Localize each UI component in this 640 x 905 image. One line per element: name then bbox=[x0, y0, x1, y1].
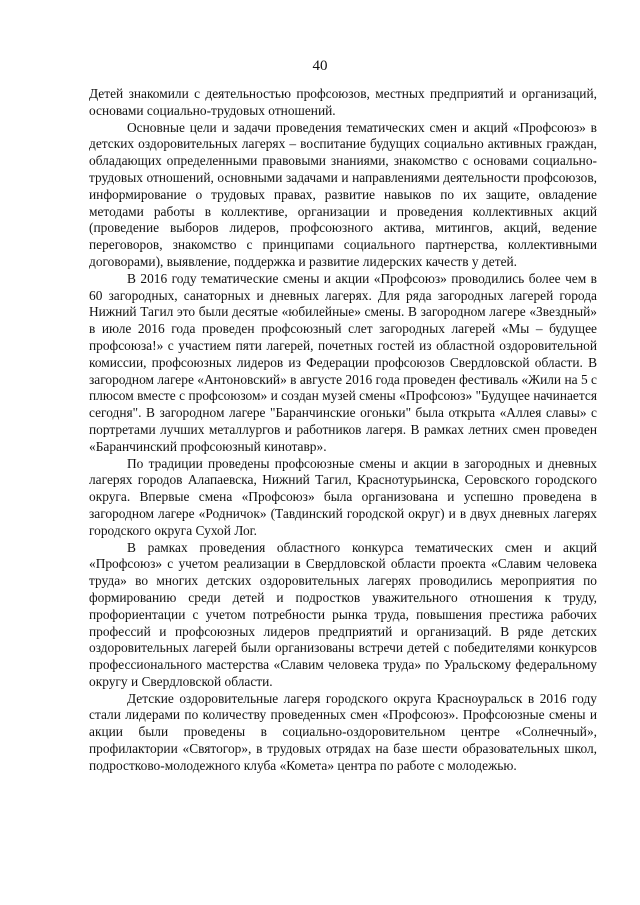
page-number: 40 bbox=[312, 58, 328, 74]
paragraph-4: По традиции проведены профсоюзные смены и акции в загородных и дневных лагерях городов Алапаевска, Нижний Тагил, Краснотурьинска, Серовского городского округа. Впервые смена «Профсоюз» была организована и успешно проведена в загородном лагере «Родничок» (Тавдинский городской округ) и в двух дневных лагерях городского округа Сухой Лог. bbox=[89, 455, 597, 538]
paragraph-1: Детей знакомили с деятельностью профсоюзов, местных предприятий и организаций, основами социально-трудовых отношений. bbox=[89, 86, 597, 118]
paragraph-5: В рамках проведения областного конкурса тематических смен и акций «Профсоюз» с учетом реализации в Свердловской области проекта «Славим человека труда» во многих детских оздоровительных лагерях проводились мероприятия по формированию среди детей и подростков уважительного отношения к труду, профориентации с учетом потребности рынка труда, повышения престижа рабочих профессий и профсоюзных лидеров предприятий и организаций. В ряде детских оздоровительных лагерей были организованы встречи детей с победителями конкурсов профессионального мастерства «Славим человека труда» по Уральскому федеральному округу и Свердловской области. bbox=[89, 539, 597, 689]
paragraph-2: Основные цели и задачи проведения тематических смен и акций «Профсоюз» в детских оздоровительных лагерях – воспитание будущих социально активных граждан, обладающих определенными правовыми знаниями, знакомство с основами социально-трудовых отношений, основными задачами и направлениями деятельности профсоюзов, информирование о трудовых правах, развитие навыков по их защите, овладение методами работы в коллективе, организации и проведения коллективных акций (проведение выборов лидеров, профсоюзного актива, митингов, акций, ведение переговоров, знакомство с принципами социального партнерства, коллективными договорами), выявление, поддержка и развитие лидерских качеств у детей. bbox=[89, 119, 597, 269]
paragraph-6: Детские оздоровительные лагеря городского округа Красноуральск в 2016 году стали лидерами по количеству проведенных смен «Профсоюз». Профсоюзные смены и акции были проведены в социально-оздоровительном центре «Солнечный», профилактории «Святогор», в трудовых отрядах на базе шести образовательных школ, подростково-молодежного клуба «Комета» центра по работе с молодежью. bbox=[89, 690, 597, 773]
paragraph-3: В 2016 году тематические смены и акции «Профсоюз» проводились более чем в 60 загородных, санаторных и дневных лагерях. Для ряда загородных лагерей города Нижний Тагил это были десятые «юбилейные» смены. В загородном лагере «Звездный» в июле 2016 года проведен профсоюзный слет загородных лагерей «Мы – будущее профсоюза!» с участием пяти лагерей, почетных гостей из областной оздоровительной комиссии, профсоюзных лидеров из Федерации профсоюзов Свердловской области. В загородном лагере «Антоновский» в августе 2016 года проведен фестиваль «Жили на 5 с плюсом вместе с профсоюзом» и создан музей смены «Профсоюз» "Будущее начинается сегодня". В загородном лагере "Баранчинские огоньки" была открыта «Аллея славы» с портретами лучших металлургов и работников лагеря. В рамках летних смен проведен «Баранчинский профсоюзный кинотавр». bbox=[89, 270, 597, 454]
body-text bbox=[89, 86, 597, 775]
